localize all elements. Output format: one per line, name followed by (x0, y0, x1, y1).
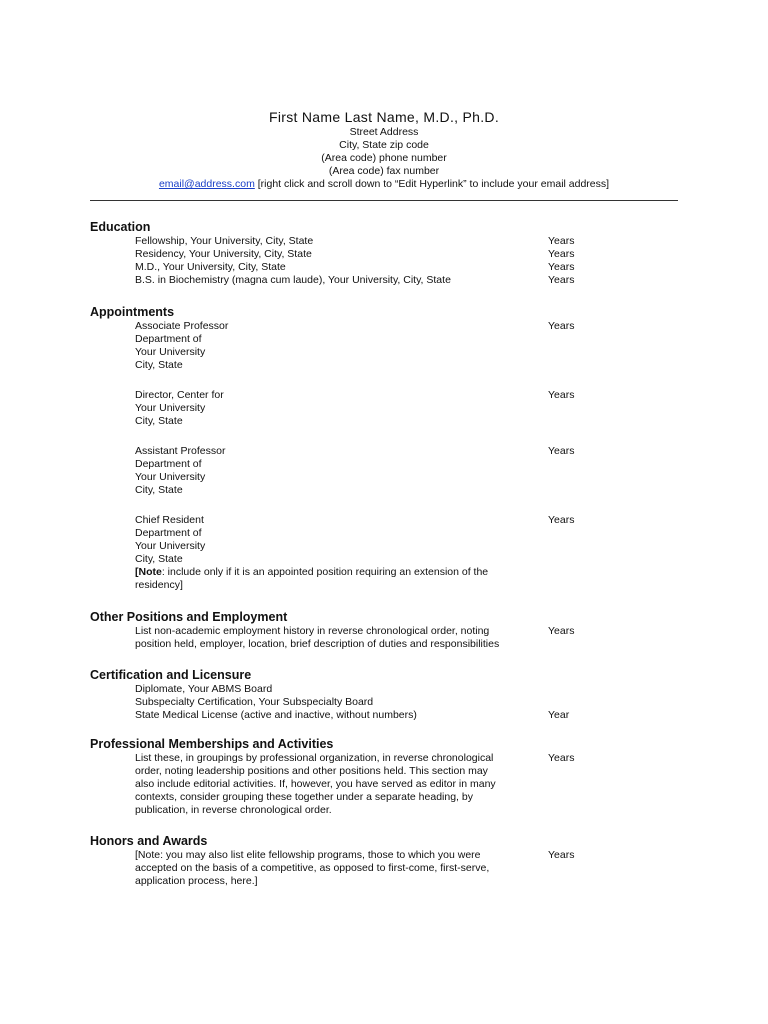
section-other-positions: Other Positions and Employment List non-academic employment history in reverse chronological order, noting Years position held, employer, location, brief description of duties and responsibilities (90, 610, 690, 651)
cv-header (0, 108, 768, 191)
section-education (90, 220, 690, 287)
list-item: [Note: you may also list elite fellowship programs, those to which you were Years (135, 849, 575, 861)
list-item: List non-academic employment history in reverse chronological order, noting Years (135, 625, 575, 637)
email-link[interactable]: email@address.com (158, 178, 255, 190)
list-item: Subspecialty Certification, Your Subspecialty Board (135, 696, 374, 708)
list-item: Fellowship, Your University, City, State Years (135, 235, 575, 247)
list-item: Director, Center for Years (135, 389, 575, 401)
section-appointments (90, 305, 690, 592)
email-line (0, 178, 768, 191)
list-item: M.D., Your University, City, State Years (135, 261, 575, 273)
list-item: Chief Resident Years (135, 514, 575, 526)
list-item: Diplomate, Your ABMS Board (135, 683, 273, 695)
section-title: Certification and Licensure (90, 668, 252, 682)
section-title: Professional Memberships and Activities (90, 737, 334, 751)
fax-number: (Area code) fax number (328, 165, 440, 177)
city-state-zip: City, State zip code (339, 139, 429, 151)
person-name: First Name Last Name, M.D., Ph.D. (268, 109, 500, 125)
header-divider (90, 200, 678, 201)
phone-number: (Area code) phone number (321, 152, 447, 164)
section-title: Other Positions and Employment (90, 610, 288, 624)
cv-body (90, 220, 690, 888)
appointment-entry: Director, Center for Years Your University City, State (90, 389, 690, 428)
section-honors: Honors and Awards [Note: you may also list elite fellowship programs, those to which you were Years accepted on the basis of a competitive, as opposed to first-come, first-serve, application process, here.] (90, 834, 690, 888)
section-title: Education (90, 220, 151, 234)
section-title: Appointments (90, 305, 175, 319)
street-address: Street Address (349, 126, 419, 138)
appointment-entry: Associate Professor Years Department of Your University City, State (90, 320, 690, 372)
note-text: [Note: include only if it is an appointed position requiring an extension of the (135, 566, 489, 578)
section-certification (90, 668, 690, 722)
list-item: Residency, Your University, City, State Years (135, 248, 575, 260)
list-item: Assistant Professor Years (135, 445, 575, 457)
list-item: List these, in groupings by professional organization, in reverse chronological Years (135, 752, 575, 764)
list-item: B.S. in Biochemistry (magna cum laude), Your University, City, State Years (135, 274, 575, 286)
section-title: Honors and Awards (90, 834, 208, 848)
list-item: Associate Professor Years (135, 320, 575, 332)
section-memberships: Professional Memberships and Activities List these, in groupings by professional organization, in reverse chronological Years order, noting leadership positions and other positions held. This section may also include editorial activities. If, however, you have served as editor in many contexts, consider grouping these together under a separate heading, by publication, in reverse chronological order. (90, 737, 690, 817)
list-item: State Medical License (active and inactive, without numbers) Year (135, 709, 570, 721)
appointment-entry: Assistant Professor Years Department of Your University City, State (90, 445, 690, 497)
appointment-entry: Chief Resident Years Department of Your University City, State [Note: include only if it is an appointed position requiring an extension of the residency] (90, 514, 690, 592)
email-note: [right click and scroll down to “Edit Hyperlink” to include your email address] (254, 178, 610, 190)
